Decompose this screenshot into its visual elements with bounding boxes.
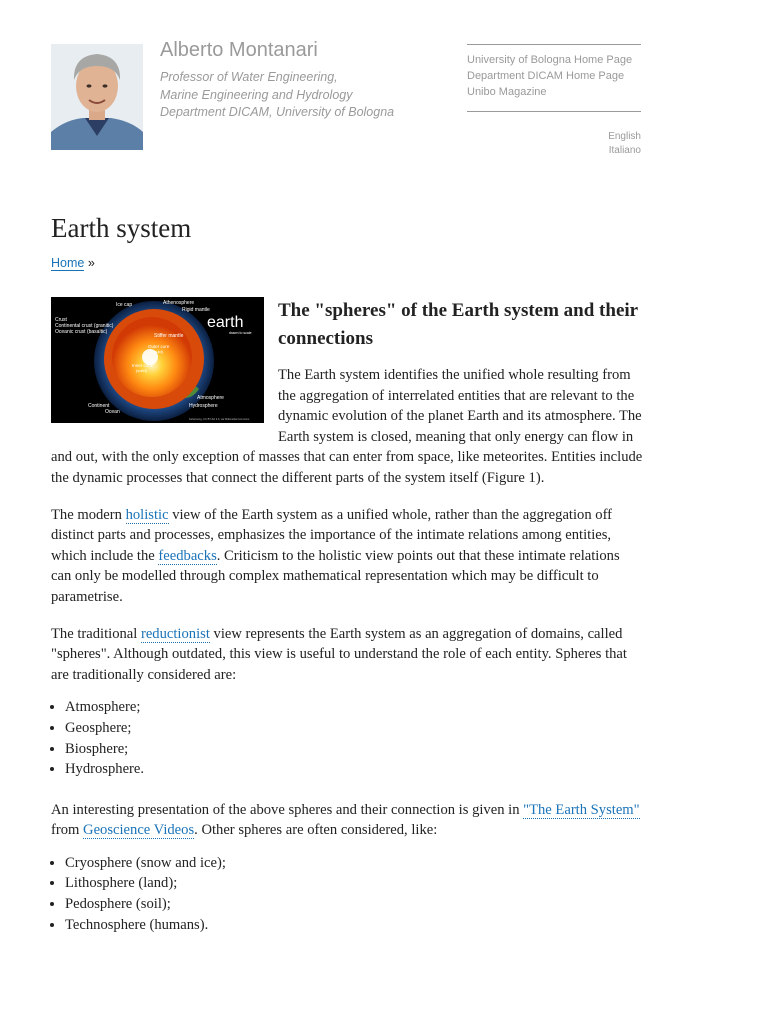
text-fragment: The traditional [51, 625, 141, 642]
section-title: The "spheres" of the Earth system and their connections [278, 300, 638, 349]
dicam-home-link[interactable]: Department DICAM Home Page [467, 70, 625, 82]
unibo-magazine-link[interactable]: Unibo Magazine [467, 86, 547, 98]
paragraph-presentation [51, 800, 643, 841]
site-header [51, 39, 643, 164]
list-item: • Pedosphere (soil); [65, 894, 643, 915]
unibo-home-link[interactable]: University of Bologna Home Page [467, 54, 633, 66]
author-role-line: Professor of Water Engineering, [160, 70, 338, 84]
text-fragment: . Criticism to the holistic view points out that these intimate relations can only be modelled through complex mathematical representation which may be difficult to parametrise. [51, 547, 620, 605]
earth-cutaway-image [51, 297, 264, 423]
list-item: • Biosphere; [65, 739, 643, 760]
traditional-spheres-list [51, 697, 643, 779]
text-fragment: view of the Earth system as a unified whole, rather than the aggregation off distinct parts and processes, emphasizes the importance of the intimate relations among entities, which include the [51, 506, 613, 564]
list-item: • Atmosphere; [65, 697, 643, 718]
label-inner-core: Inner core [132, 363, 153, 368]
label-continental-crust: Continental crust (granitic) [55, 323, 114, 329]
label-atmosphere: Atmosphere [197, 395, 224, 401]
figure-credit: Kelvinsong, CC BY-SA 3.0, via Wikimedia Commons [189, 418, 250, 421]
label-inner-core-state: (solid) [136, 368, 147, 373]
text-fragment: from [51, 822, 84, 839]
label-outer-core: Outer core [148, 344, 170, 349]
text-fragment: view represents the Earth system as an aggregation of domains, called "spheres". Although outdated, this view is useful to understand the role of each entity. Spheres that are traditionally considered are: [51, 625, 627, 683]
author-role-line: Marine Engineering and Hydrology [160, 88, 353, 102]
author-role-line: Department DICAM, University of Bologna [160, 105, 395, 119]
label-hydrosphere: Hydrosphere [189, 403, 218, 409]
holistic-link[interactable]: holistic [125, 506, 169, 523]
article-content [51, 297, 643, 955]
feedbacks-link[interactable]: feedbacks [158, 547, 217, 564]
label-rigid-mantle: Rigid mantle [182, 307, 210, 313]
label-earth: earth [207, 314, 244, 331]
breadcrumb-home-link[interactable]: Home [51, 256, 85, 270]
earth-structure-figure[interactable] [51, 297, 264, 423]
label-athenosphere: Athenosphere [163, 300, 195, 306]
label-ocean: Ocean [105, 409, 120, 415]
label-drawn-to-scale: drawn to scale [229, 331, 252, 335]
breadcrumb-separator: » [87, 256, 95, 270]
avatar-portrait [51, 44, 143, 150]
page-title: Earth system [51, 213, 192, 243]
language-english-link[interactable]: English [608, 131, 641, 142]
label-crust: Crust [55, 317, 67, 323]
header-links [467, 44, 641, 112]
list-item: • Hydrosphere. [65, 759, 643, 780]
list-item: • Geosphere; [65, 718, 643, 739]
geoscience-videos-link[interactable]: Geoscience Videos [83, 822, 195, 839]
breadcrumb [51, 256, 95, 270]
earth-system-video-link[interactable]: "The Earth System" [523, 801, 640, 818]
text-fragment: . Other spheres are often considered, like: [194, 822, 438, 839]
label-stiffer-mantle: Stiffer mantle [154, 333, 184, 339]
paragraph-intro: The Earth system identifies the unified whole resulting from the aggregation of interrelated entities that are relevant to the dynamic evolution of the planet Earth and its atmosphere. The Earth system is closed, meaning that only energy can flow in and out, with the only exception of masses that can enter from space, like meteorites. Entities include the dynamic processes that connect the different parts of the system itself (Figure 1). [51, 367, 643, 486]
avatar [51, 44, 143, 150]
text-fragment: The modern [51, 506, 126, 523]
text-fragment: An interesting presentation of the above spheres and their connection is given in [51, 801, 524, 818]
paragraph-holistic [51, 505, 643, 608]
other-spheres-list [51, 853, 643, 935]
label-outer-core-state: (liquid) [151, 349, 164, 354]
label-ice-cap: Ice cap [116, 302, 133, 308]
list-item: • Lithosphere (land); [65, 873, 643, 894]
list-item: • Technosphere (humans). [65, 915, 643, 936]
reductionist-link[interactable]: reductionist [140, 625, 210, 642]
author-name: Alberto Montanari [160, 39, 318, 61]
language-italian-link[interactable]: Italiano [608, 145, 641, 156]
label-oceanic-crust: Oceanic crust (basaltic) [55, 329, 108, 335]
paragraph-reductionist [51, 624, 643, 686]
list-item: • Cryosphere (snow and ice); [65, 853, 643, 874]
label-continent: Continent [88, 403, 110, 409]
